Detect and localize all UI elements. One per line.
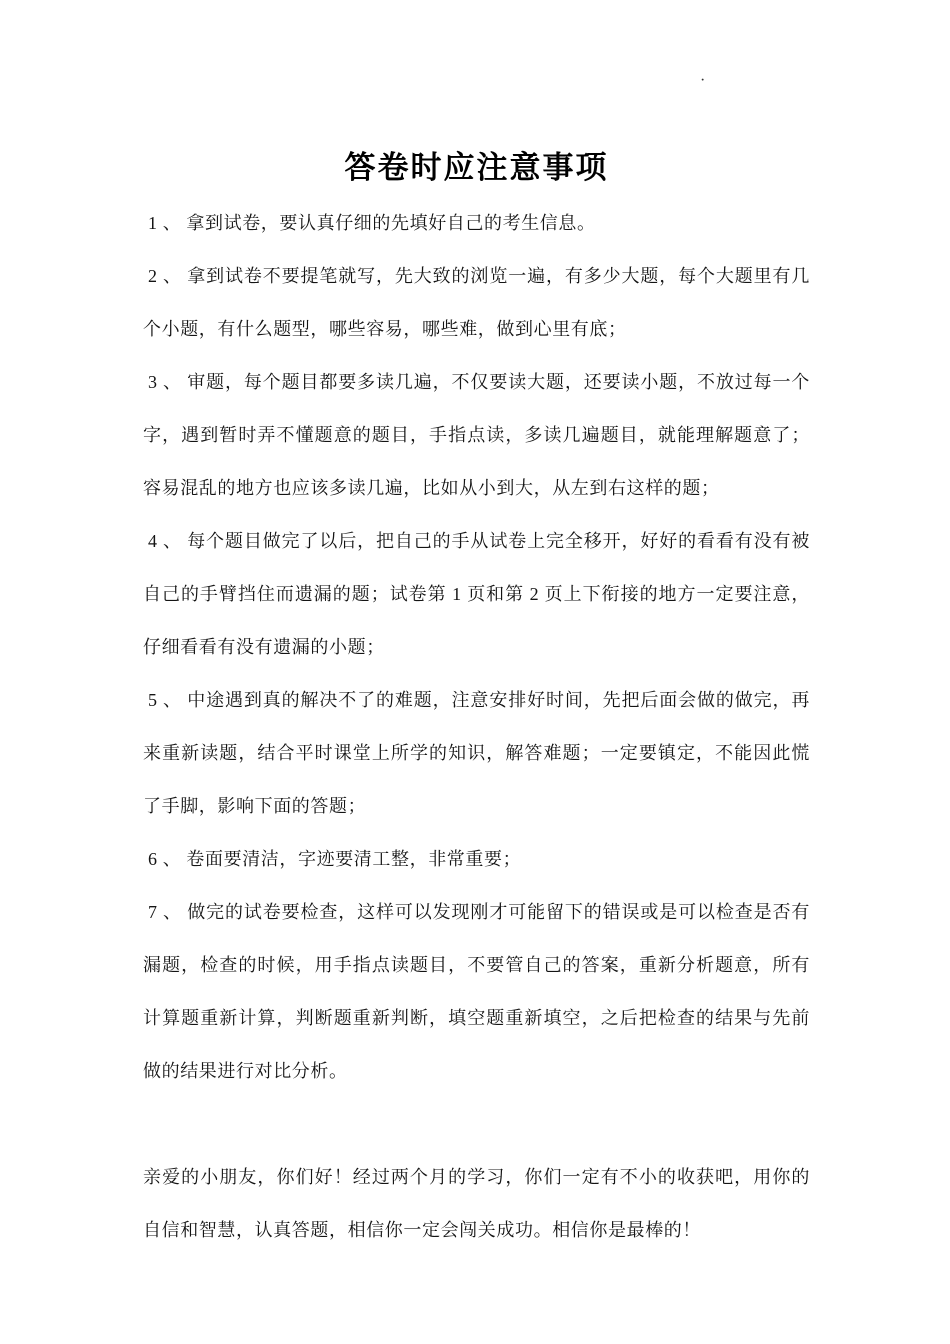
note-item: 3 、 审题，每个题目都要多读几遍，不仅要读大题，还要读小题，不放过每一个字，遇到暂时弄不懂题意的题目，手指点读，多读几遍题目，就能理解题意了；容易混乱的地方也应该多读几遍，比如从小到大，从左到右这样的题； bbox=[143, 372, 810, 498]
page-title: 答卷时应注意事项 bbox=[344, 150, 609, 185]
note-item: 7 、 做完的试卷要检查，这样可以发现刚才可能留下的错误或是可以检查是否有漏题，检查的时候，用手指点读题目，不要管自己的答案，重新分析题意，所有计算题重新计算，判断题重新判断，填空题重新填空，之后把检查的结果与先前做的结果进行对比分析。 bbox=[143, 902, 810, 1081]
note-item: 5 、 中途遇到真的解决不了的难题，注意安排好时间，先把后面会做的做完，再来重新读题，结合平时课堂上所学的知识，解答难题；一定要镇定，不能因此慌了手脚，影响下面的答题； bbox=[143, 690, 810, 816]
note-item: 4 、 每个题目做完了以后，把自己的手从试卷上完全移开，好好的看看有没有被自己的手臂挡住而遗漏的题；试卷第 1 页和第 2 页上下衔接的地方一定要注意，仔细看看有没有遗漏的小题； bbox=[143, 531, 810, 657]
note-item: 1 、 拿到试卷，要认真仔细的先填好自己的考生信息。 bbox=[148, 213, 596, 233]
note-item: 6 、 卷面要清洁，字迹要清工整，非常重要； bbox=[148, 849, 522, 869]
notes-list bbox=[143, 197, 810, 1098]
stray-dot: · bbox=[700, 72, 706, 89]
closing-message: 亲爱的小朋友，你们好！经过两个月的学习，你们一定有不小的收获吧，用你的自信和智慧，认真答题，相信你一定会闯关成功。相信你是最棒的！ bbox=[143, 1167, 810, 1240]
note-item: 2 、 拿到试卷不要提笔就写，先大致的浏览一遍，有多少大题，每个大题里有几个小题，有什么题型，哪些容易，哪些难，做到心里有底； bbox=[143, 266, 810, 339]
